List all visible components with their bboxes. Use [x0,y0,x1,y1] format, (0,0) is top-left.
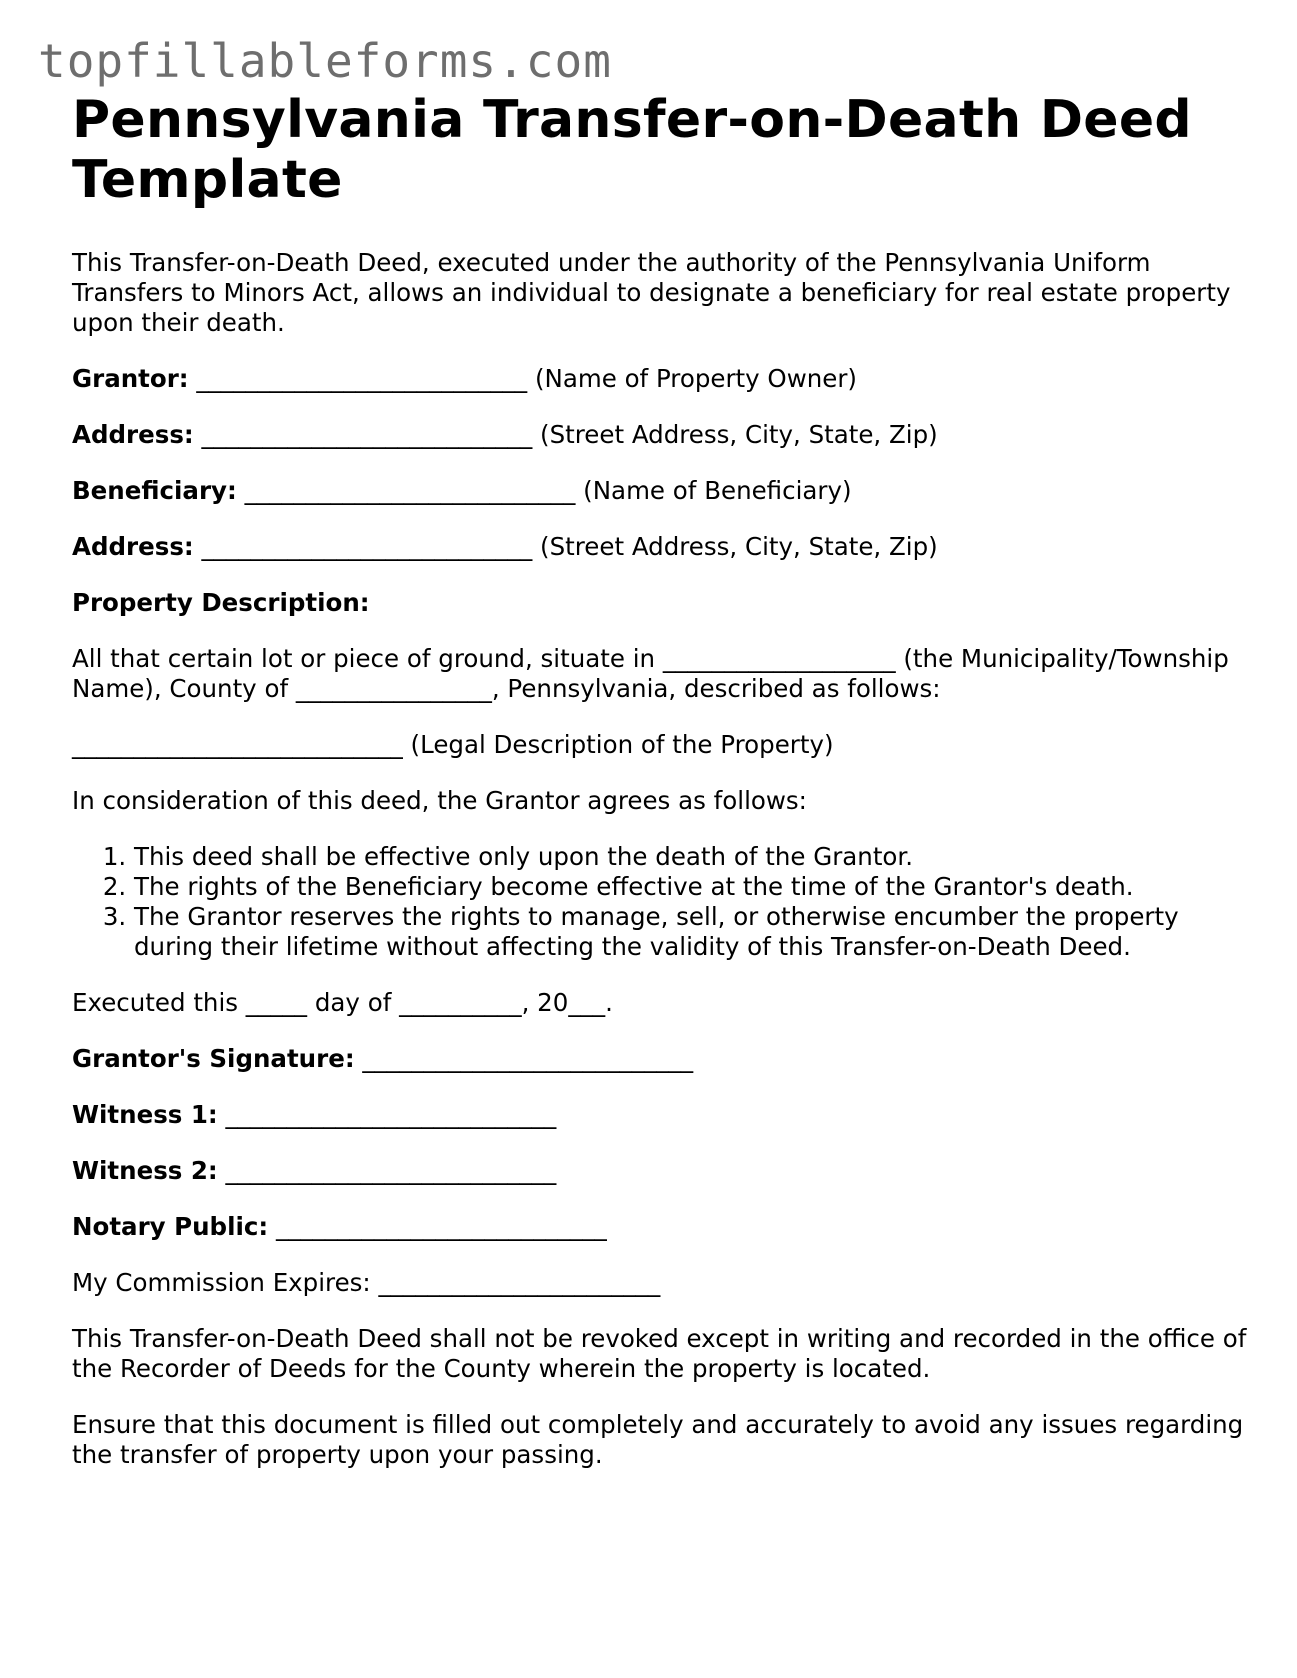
grantor-blank[interactable]: ___________________________ [196,364,528,393]
grantor-address-blank[interactable]: ___________________________ [201,420,533,449]
property-paragraph: All that certain lot or piece of ground, situate in ___________________ (the Municipality/Township Name), County of ________________, Pennsylvania, described as follows: [72,644,1229,703]
beneficiary-address-field [72,532,1252,562]
property-heading [72,588,1252,618]
list-item: 2. The rights of the Beneficiary become effective at the time of the Grantor's death. [134,872,1252,902]
grantor-address-field [72,420,1252,450]
commission-blank[interactable]: _______________________ [378,1268,661,1297]
beneficiary-label: Beneficiary: [72,476,237,505]
consideration-paragraph: In consideration of this deed, the Grantor agrees as follows: [72,786,807,815]
intro-paragraph: This Transfer-on-Death Deed, executed under the authority of the Pennsylvania Uniform Transfers to Minors Act, allows an individual to designate a beneficiary for real estate property upon their death. [72,248,1231,337]
witness2-blank[interactable]: ___________________________ [225,1156,557,1185]
legal-description-hint: (Legal Description of the Property) [410,730,834,759]
grantor-signature-field [72,1044,1252,1074]
legal-description-field [72,730,1252,760]
beneficiary-address-label: Address: [72,532,194,561]
revocation-paragraph: This Transfer-on-Death Deed shall not be revoked except in writing and recorded in the office of the Recorder of Deeds for the County wherein the property is located. [72,1324,1247,1383]
document-body [72,90,1252,1470]
grantor-signature-blank[interactable]: ___________________________ [362,1044,694,1073]
watermark: topfillableforms.com [38,34,612,88]
grantor-signature-label: Grantor's Signature: [72,1044,355,1073]
notary-field [72,1212,1252,1242]
list-item: 1. This deed shall be effective only upon the death of the Grantor. [134,842,1252,872]
beneficiary-hint: (Name of Beneficiary) [583,476,852,505]
grantor-field [72,364,1252,394]
executed-line: Executed this _____ day of __________, 20___. [72,988,613,1017]
grantor-address-label: Address: [72,420,194,449]
legal-description-blank[interactable]: ___________________________ [72,730,403,759]
witness1-label: Witness 1: [72,1100,218,1129]
notary-blank[interactable]: ___________________________ [276,1212,607,1241]
witness1-field [72,1100,1252,1130]
commission-field [72,1268,1252,1298]
beneficiary-address-hint: (Street Address, City, State, Zip) [540,532,938,561]
page-title: Pennsylvania Transfer-on-Death Deed Template [72,90,1192,210]
commission-label: My Commission Expires: [72,1268,371,1297]
witness1-blank[interactable]: ___________________________ [225,1100,557,1129]
list-item: 3. The Grantor reserves the rights to manage, sell, or otherwise encumber the property during their lifetime without affecting the validity of this Transfer-on-Death Deed. [134,902,1252,962]
beneficiary-blank[interactable]: ___________________________ [244,476,576,505]
terms-list [72,842,1252,962]
witness2-field [72,1156,1252,1186]
beneficiary-field [72,476,1252,506]
witness2-label: Witness 2: [72,1156,218,1185]
grantor-address-hint: (Street Address, City, State, Zip) [540,420,938,449]
grantor-label: Grantor: [72,364,189,393]
closing-paragraph: Ensure that this document is filled out completely and accurately to avoid any issues regarding the transfer of property upon your passing. [72,1410,1244,1469]
property-heading-label: Property Description: [72,588,370,617]
beneficiary-address-blank[interactable]: ___________________________ [201,532,533,561]
grantor-hint: (Name of Property Owner) [534,364,857,393]
notary-label: Notary Public: [72,1212,269,1241]
